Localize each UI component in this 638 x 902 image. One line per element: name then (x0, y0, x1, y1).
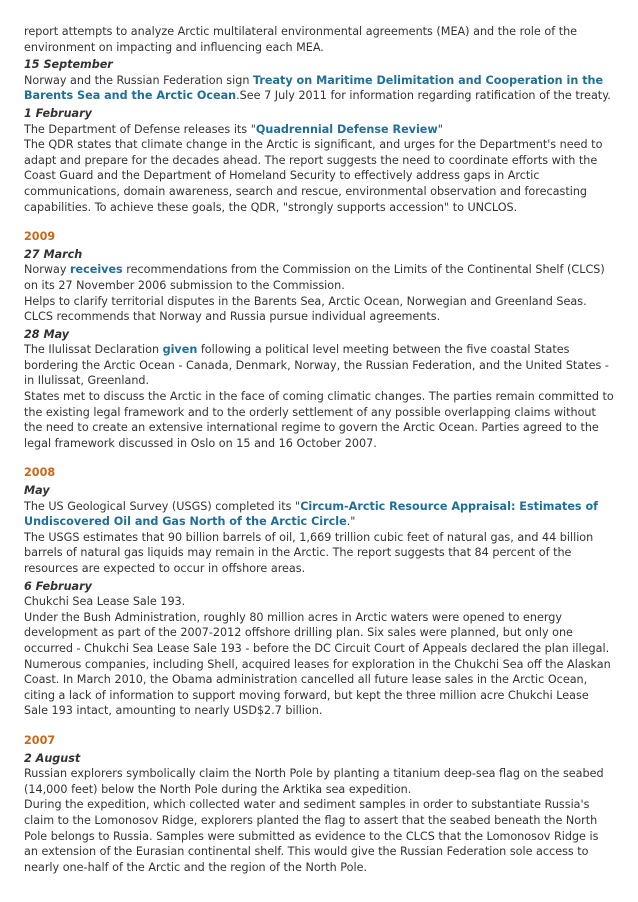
entry-body: Under the Bush Administration, roughly 80 million acres in Arctic waters were opened to energy development as part of the 2007-2012 offshore drilling plan. Six sales were planned, but only one occurred - Chukchi Sea Lease Sale 193 - before the DC Circuit Court of Appeals declared the plan illegal. Numerous companies, including Shell, acquired leases for exploration in the Chukchi Sea off the Alaskan Coast. In March 2010, the Obama administration cancelled all future lease sales in the Arctic Ocean, citing a lack of information to support moving forward, but kept the three million acre Chukchi Lease Sale 193 intact, amounting to nearly USD$2.7 billion. (24, 610, 611, 718)
entry-title: Chukchi Sea Lease Sale 193. (24, 595, 186, 609)
entry-text (24, 342, 614, 389)
entry-date: 15 September (24, 58, 113, 72)
entry-2009-03-27 (24, 247, 614, 325)
entry-text-pre: The US Geological Survey (USGS) completed its " (24, 499, 301, 513)
entry-text-post: recommendations from the Commission on the Limits of the Continental Shelf (CLCS) on its 27 November 2006 submission to the Commission. (24, 263, 605, 292)
entry-text (24, 499, 614, 530)
entry-date: 1 February (24, 106, 92, 120)
entry-text-pre: The Ilulissat Declaration (24, 343, 163, 357)
given-link[interactable]: given (162, 343, 198, 357)
qdr-link[interactable]: Quadrennial Defense Review (255, 122, 438, 136)
entry-date: 28 May (24, 327, 70, 341)
entry-2010-02-01 (24, 106, 614, 215)
entry-2008-05 (24, 483, 614, 577)
entry-text-pre: Norway (24, 263, 70, 277)
entry-text (24, 73, 614, 104)
entry-text (24, 262, 614, 293)
intro-text: report attempts to analyze Arctic multilateral environmental agreements (MEA) and the role of the environment on impacting and influencing each MEA. (24, 25, 578, 54)
year-heading-2007: 2007 (24, 733, 56, 747)
entry-text (24, 122, 614, 138)
year-heading-2009: 2009 (24, 230, 56, 244)
entry-2009-05-28 (24, 327, 614, 452)
receives-link[interactable]: receives (70, 263, 123, 277)
entry-text-post: .See 7 July 2011 for information regarding ratification of the treaty. (236, 89, 611, 103)
entry-text-pre: The Department of Defense releases its " (24, 122, 256, 136)
entry-body: The USGS estimates that 90 billion barrels of oil, 1,669 trillion cubic feet of natural gas, and 44 billion barrels of natural gas liquids may remain in the Arctic. The report suggests that 84 percent of the resources are expected to occur in offshore areas. (24, 530, 594, 575)
entry-date: 6 February (24, 579, 92, 593)
entry-2008-02-06 (24, 579, 614, 719)
entry-text-pre: Norway and the Russian Federation sign (24, 73, 253, 87)
entry-2010-09-15 (24, 57, 614, 104)
entry-body: CLCS recommends that Norway and Russia pursue individual agreements. (24, 310, 441, 324)
entry-text-post: " (437, 122, 443, 136)
entry-text: Russian explorers symbolically claim the North Pole by planting a titanium deep-sea flag on the seabed (14,000 feet) below the North Pole during the Arktika sea expedition. (24, 767, 604, 796)
usgs-appraisal-link[interactable]: Circum-Arctic Resource Appraisal: Estimates of Undiscovered Oil and Gas North of the Arctic Circle (24, 499, 599, 529)
entry-date: May (24, 484, 50, 498)
entry-date: 2 August (24, 751, 81, 765)
treaty-link[interactable]: Treaty on Maritime Delimitation and Cooperation in the Barents Sea and the Arctic Ocean (24, 73, 604, 103)
entry-2007-08-02 (24, 751, 614, 876)
entry-body: During the expedition, which collected water and sediment samples in order to substantiate Russia's claim to the Lomonosov Ridge, explorers planted the flag to assert that the seabed beneath the North Pole belongs to Russia. Samples were submitted as evidence to the CLCS that the Lomonosov Ridge is an extension of the Eurasian continental shelf. This would give the Russian Federation sole access to nearly one-half of the Arctic and the region of the North Pole. (24, 798, 599, 874)
entry-text-post: ." (346, 515, 356, 529)
entry-body: The QDR states that climate change in the Arctic is significant, and urges for the Department's need to adapt and prepare for the decades ahead. The report suggests the need to coordinate efforts with the Coast Guard and the Department of Homeland Security to effectively address gaps in Arctic communications, domain awareness, search and rescue, environmental observation and forecasting capabilities. To achieve these goals, the QDR, "strongly supports accession" to UNCLOS. (24, 138, 603, 214)
entry-date: 27 March (24, 247, 83, 261)
entry-body: Helps to clarify territorial disputes in the Barents Sea, Arctic Ocean, Norwegian and Greenland Seas. (24, 294, 587, 308)
year-heading-2008: 2008 (24, 466, 56, 480)
entry-text-post: following a political level meeting between the five coastal States bordering the Arctic Ocean - Canada, Denmark, Norway, the Russian Federation, and the United States - in Ilulissat, Greenland. (24, 343, 609, 388)
entry-body: States met to discuss the Arctic in the face of coming climatic changes. The parties remain committed to the existing legal framework and to the orderly settlement of any possible overlapping claims without the need to create an extensive international regime to govern the Arctic Ocean. Parties agreed to the legal framework discussed in Oslo on 15 and 16 October 2007. (24, 390, 614, 450)
